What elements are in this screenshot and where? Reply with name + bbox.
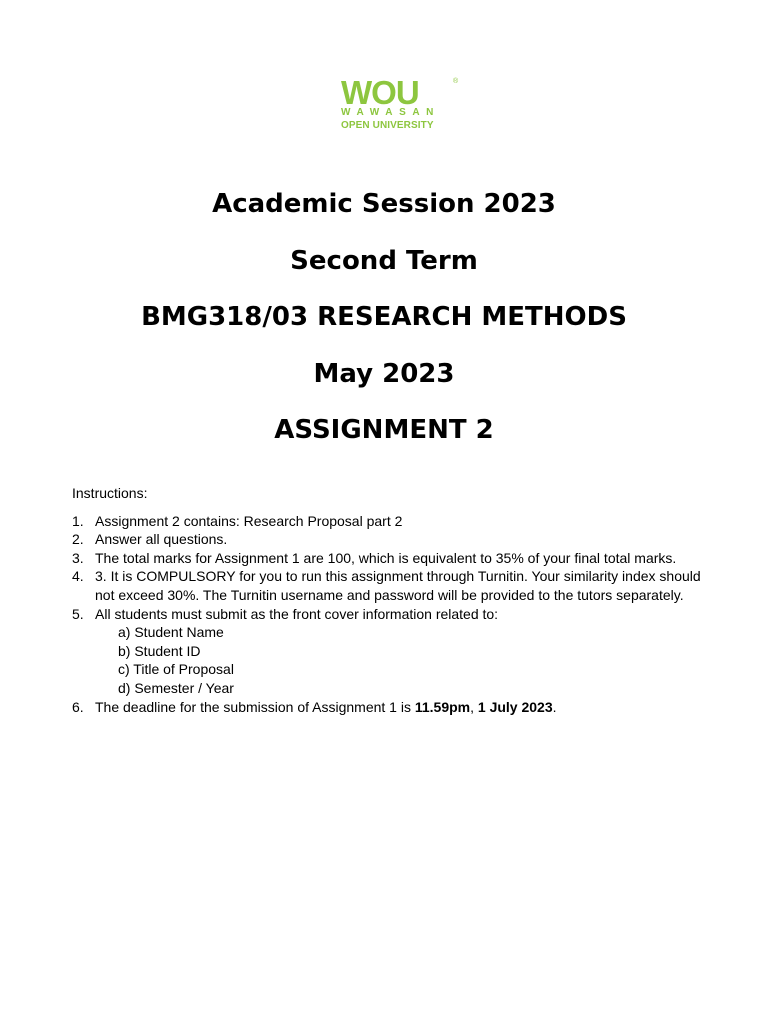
list-item-text: 3. It is COMPULSORY for you to run this assignment through Turnitin. Your similarity index should not exceed 30%. The Turnitin username and password will be provided to the tutors separately.: [95, 568, 701, 603]
list-number: 4.: [72, 568, 84, 585]
logo-wordmark-line2: OPEN UNIVERSITY: [341, 120, 434, 131]
deadline-date: 1 July 2023: [477, 698, 553, 715]
list-number: 6.: [72, 698, 84, 715]
registered-mark: ®: [453, 78, 459, 85]
list-number: 1.: [72, 512, 84, 529]
wou-logo: [333, 72, 463, 134]
cover-titles: [0, 176, 768, 459]
list-item: [72, 605, 712, 698]
academic-session-title: Academic Session 2023: [212, 189, 556, 219]
list-item: [72, 698, 712, 717]
month-title: May 2023: [313, 358, 455, 389]
deadline-separator: ,: [470, 698, 478, 715]
wou-logo-mark: [341, 76, 449, 106]
sub-list-item: b) Student ID: [118, 642, 201, 659]
instructions-section: [72, 484, 712, 716]
list-item-text: Answer all questions.: [95, 531, 228, 548]
deadline-period: .: [552, 698, 557, 715]
logo-mark-text: WOU: [341, 76, 419, 106]
sub-list-item: a) Student Name: [118, 624, 224, 641]
list-number: 3.: [72, 549, 84, 566]
list-item-text: The total marks for Assignment 1 are 100, which is equivalent to 35% of your final total marks.: [95, 549, 677, 566]
list-number: 5.: [72, 605, 84, 622]
list-item: [72, 549, 712, 568]
list-item: [72, 530, 712, 549]
logo-wordmark-line1: WAWASAN: [341, 107, 440, 118]
assignment-title: ASSIGNMENT 2: [274, 415, 494, 445]
deadline-text: The deadline for the submission of Assignment 1 is: [95, 698, 415, 715]
list-item: [72, 512, 712, 531]
deadline-time: 11.59pm: [414, 698, 471, 715]
sub-list-item: c) Title of Proposal: [118, 661, 234, 678]
cover-info-sublist: [95, 623, 712, 697]
list-item-text: Assignment 2 contains: Research Proposal part 2: [95, 512, 403, 529]
list-item: [72, 567, 712, 604]
course-title: BMG318/03 RESEARCH METHODS: [141, 302, 627, 332]
instructions-heading: Instructions:: [72, 485, 148, 501]
instructions-list: [72, 512, 712, 717]
sub-list-item: d) Semester / Year: [118, 679, 234, 696]
list-number: 2.: [72, 531, 84, 548]
term-title: Second Term: [290, 245, 478, 276]
list-item-text: All students must submit as the front cover information related to:: [95, 605, 499, 622]
